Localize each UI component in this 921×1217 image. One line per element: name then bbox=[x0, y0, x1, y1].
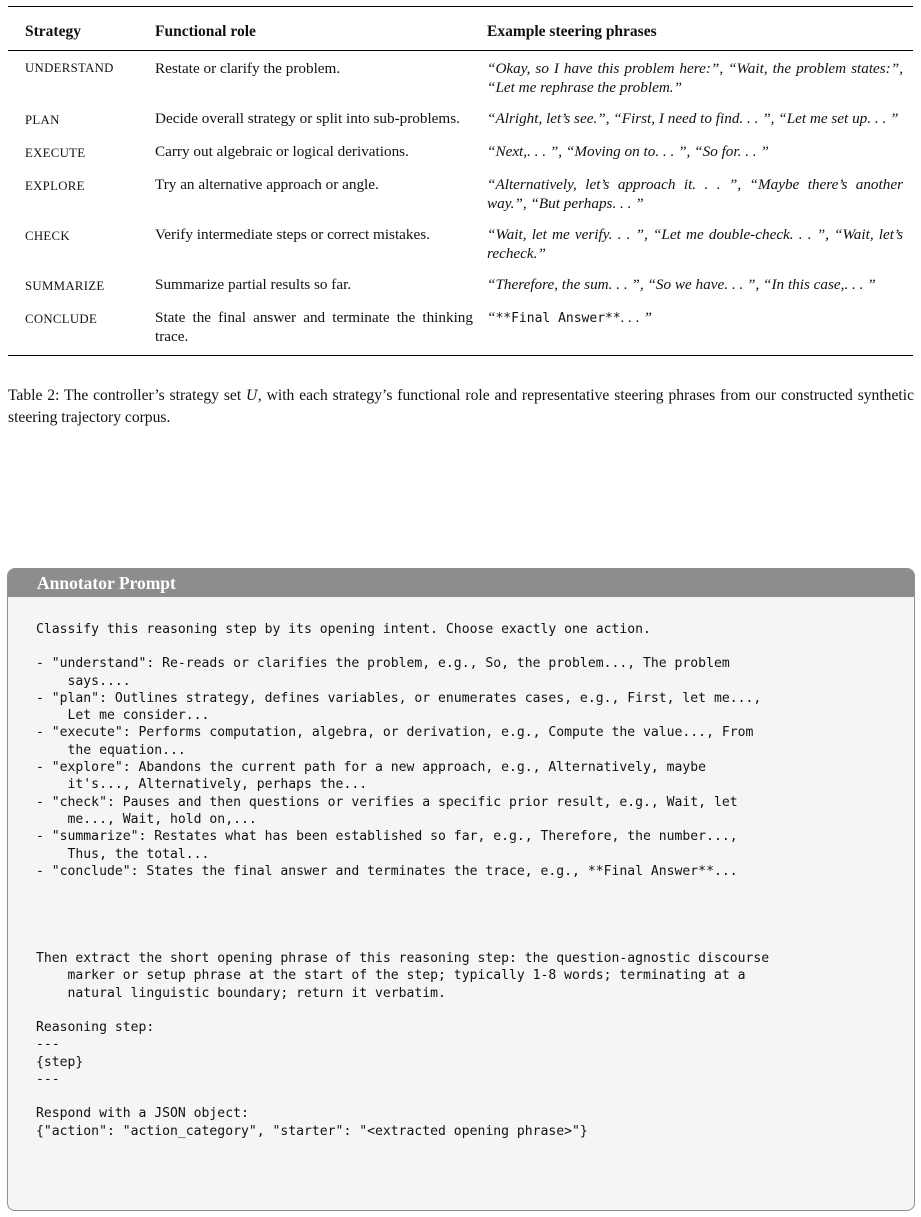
action-item bbox=[36, 828, 904, 863]
example-phrases: “Next,. . . ”, “Moving on to. . . ”, “So for. . . ” bbox=[487, 143, 769, 160]
action-item bbox=[36, 759, 904, 794]
strategy-name: SUMMARIZE bbox=[25, 279, 105, 293]
example-phrases: “Alright, let’s see.”, “First, I need to find. . . ”, “Let me set up. . . ” bbox=[487, 110, 899, 127]
action-line: me..., Wait, hold on,... bbox=[36, 811, 257, 827]
example-mono-phrase: **Final Answer** bbox=[495, 311, 621, 326]
functional-role: Verify intermediate steps or correct mistakes. bbox=[155, 226, 430, 243]
example-phrases: “Alternatively, let’s approach it. . . ”, “Maybe there’s another way.”, “But perhaps. . . ” bbox=[487, 176, 903, 212]
strategy-set-symbol: U bbox=[246, 388, 258, 404]
strategy-name: PLAN bbox=[25, 113, 60, 127]
caption-prefix: Table 2: The controller’s strategy set bbox=[8, 387, 247, 404]
table-row bbox=[8, 308, 913, 356]
table-row bbox=[8, 142, 913, 175]
action-line: - "check": Pauses and then questions or verifies a specific prior result, e.g., Wait, let bbox=[36, 794, 738, 810]
step-placeholder: {step} bbox=[36, 1054, 84, 1070]
action-item bbox=[36, 724, 904, 759]
action-item bbox=[36, 863, 904, 880]
table-row bbox=[8, 109, 913, 142]
header-strategy: Strategy bbox=[25, 23, 81, 40]
action-line: - "conclude": States the final answer and terminates the trace, e.g., **Final Answer**... bbox=[36, 863, 738, 879]
functional-role: Restate or clarify the problem. bbox=[155, 60, 341, 77]
action-line: it's..., Alternatively, perhaps the... bbox=[36, 777, 368, 793]
action-line: Thus, the total... bbox=[36, 846, 210, 862]
annotator-prompt-box bbox=[7, 568, 915, 1211]
functional-role: Carry out algebraic or logical derivations. bbox=[155, 143, 409, 160]
strategy-table-container bbox=[8, 6, 913, 356]
header-functional-role: Functional role bbox=[155, 23, 256, 40]
table-caption bbox=[8, 385, 914, 429]
table-header-row bbox=[8, 7, 913, 51]
action-list bbox=[36, 655, 904, 880]
strategy-name: EXPLORE bbox=[25, 179, 85, 193]
reasoning-step-label: Reasoning step: bbox=[36, 1020, 155, 1036]
table-row bbox=[8, 175, 913, 225]
extract-line: marker or setup phrase at the start of the step; typically 1-8 words; terminating at a bbox=[36, 968, 746, 984]
extract-line: Then extract the short opening phrase of this reasoning step: the question-agnostic discourse bbox=[36, 951, 770, 967]
functional-role: State the final answer and terminate the thinking trace. bbox=[155, 309, 473, 345]
separator-top: --- bbox=[36, 1037, 60, 1053]
action-item bbox=[36, 794, 904, 829]
prompt-title: Annotator Prompt bbox=[8, 569, 914, 597]
respond-label: Respond with a JSON object: bbox=[36, 1106, 249, 1122]
example-quote-open: “ bbox=[487, 309, 496, 326]
table-row bbox=[8, 275, 913, 308]
strategy-name: CONCLUDE bbox=[25, 312, 98, 326]
caption-suffix: , with each strategy’s functional role and representative steering phrases from our constructed synthetic steering trajectory corpus. bbox=[8, 387, 914, 426]
json-template: {"action": "action_category", "starter": "<extracted opening phrase>"} bbox=[36, 1123, 588, 1139]
separator-bottom: --- bbox=[36, 1071, 60, 1087]
prompt-body bbox=[8, 597, 914, 1140]
functional-role: Try an alternative approach or angle. bbox=[155, 176, 379, 193]
action-item bbox=[36, 690, 904, 725]
example-quote-close: . . . ” bbox=[620, 309, 652, 326]
action-line: Let me consider... bbox=[36, 708, 210, 724]
strategy-name: CHECK bbox=[25, 229, 70, 243]
strategy-name: EXECUTE bbox=[25, 146, 86, 160]
action-line: - "execute": Performs computation, algebra, or derivation, e.g., Compute the value..., From bbox=[36, 725, 754, 741]
action-line: - "understand": Re-reads or clarifies the problem, e.g., So, the problem..., The problem bbox=[36, 656, 730, 672]
action-line: - "explore": Abandons the current path for a new approach, e.g., Alternatively, maybe bbox=[36, 760, 707, 776]
functional-role: Summarize partial results so far. bbox=[155, 276, 352, 293]
table-row bbox=[8, 51, 913, 110]
example-phrases: “Okay, so I have this problem here:”, “Wait, the problem states:”, “Let me rephrase the problem.” bbox=[487, 60, 903, 96]
action-line: says.... bbox=[36, 673, 131, 689]
example-phrases bbox=[487, 308, 913, 356]
header-example-phrases: Example steering phrases bbox=[487, 23, 657, 40]
action-line: the equation... bbox=[36, 742, 186, 758]
table-row bbox=[8, 225, 913, 275]
extract-line: natural linguistic boundary; return it verbatim. bbox=[36, 985, 446, 1001]
example-phrases: “Therefore, the sum. . . ”, “So we have. . . ”, “In this case,. . . ” bbox=[487, 276, 876, 293]
strategy-table bbox=[8, 6, 913, 356]
action-line: - "plan": Outlines strategy, defines variables, or enumerates cases, e.g., First, let me..., bbox=[36, 690, 762, 706]
action-line: - "summarize": Restates what has been established so far, e.g., Therefore, the number..., bbox=[36, 829, 738, 845]
example-phrases: “Wait, let me verify. . . ”, “Let me double-check. . . ”, “Wait, let’s recheck.” bbox=[487, 226, 903, 262]
strategy-name: UNDERSTAND bbox=[25, 61, 114, 75]
action-item bbox=[36, 655, 904, 690]
functional-role: Decide overall strategy or split into sub-problems. bbox=[155, 110, 460, 127]
extract-instructions bbox=[36, 950, 904, 1002]
prompt-intro: Classify this reasoning step by its opening intent. Choose exactly one action. bbox=[36, 622, 651, 637]
